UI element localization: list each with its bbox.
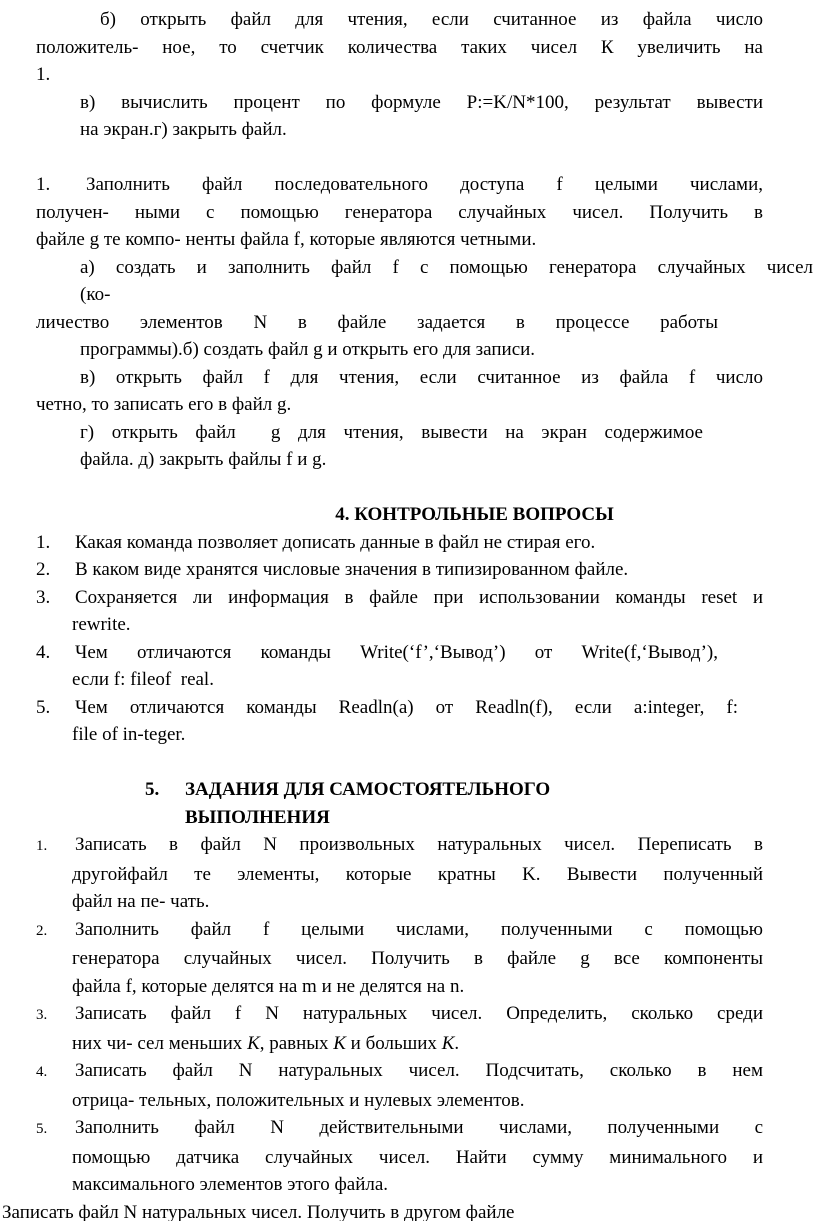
section-heading-tasks [145, 776, 763, 804]
text-segment: получен- ными с помощью генератора случайных чисел. Получить в [36, 201, 763, 223]
text-line [36, 34, 763, 62]
text-line [36, 916, 763, 946]
text-segment: на экран.г) закрыть файл. [80, 119, 287, 140]
text-line [36, 391, 763, 419]
list-number: 2. [36, 559, 51, 580]
text-line [80, 336, 763, 364]
section-heading-control-questions [186, 501, 763, 529]
text-segment: Сохраняется ли информация в файле при использовании команды reset и [75, 586, 763, 608]
text-line [72, 1144, 763, 1172]
text-segment: помощью датчика случайных чисел. Найти сумму минимального и [72, 1146, 763, 1168]
text-line [72, 945, 763, 973]
list-number: 2. [36, 922, 48, 939]
list-number: 5. [36, 696, 51, 718]
text-line [36, 639, 718, 667]
text-segment: генератора случайных чисел. Получить в файле g все компоненты [72, 948, 763, 969]
text-segment: Записать файл f N натуральных чисел. Определить, сколько среди [75, 1003, 763, 1024]
text-segment: если f: fileof real. [72, 669, 214, 690]
text-line [80, 446, 763, 474]
text-line [80, 419, 703, 447]
blank-line [36, 474, 763, 502]
list-number: 4. [36, 641, 51, 663]
text-segment: б) открыть файл для чтения, если считанное из файла число [100, 9, 763, 30]
text-segment: Заполнить файл N действительными числами, полученными с [75, 1117, 763, 1138]
text-line [36, 199, 763, 227]
text-segment: другойфайл те элементы, которые кратны K. Вывести полученный [72, 863, 763, 885]
text-line [36, 1000, 763, 1030]
text-segment: программы).б) создать файл g и открыть его для записи. [80, 339, 536, 360]
text-segment: Записать файл N натуральных чисел. Подсчитать, сколько в нем [75, 1060, 763, 1081]
text-segment: четно, то записать его в файл g. [36, 394, 292, 415]
italic-text: К [333, 1032, 346, 1054]
text-line [80, 89, 763, 117]
text-segment: и больших [345, 1032, 442, 1054]
text-line [80, 364, 763, 392]
text-segment: , равных [259, 1032, 334, 1054]
text-line [80, 281, 763, 309]
text-segment: файл на пе- чать. [72, 891, 210, 912]
text-segment: г) открыть файл g для чтения, вывести на экран содержимое [80, 421, 703, 443]
text-line [72, 973, 763, 1001]
text-line [80, 254, 813, 282]
text-line [36, 694, 738, 722]
text-segment: а) создать и заполнить файл f с помощью генератора случайных чисел [80, 256, 813, 278]
blank-line [36, 749, 763, 777]
text-segment: Записать в файл N произвольных натуральных чисел. Переписать в [75, 834, 763, 855]
text-segment: В каком виде хранятся числовые значения в типизированном файле. [75, 559, 629, 580]
text-segment: Чем отличаются команды Write(‘f’,‘Вывод’) от Write(f,‘Вывод’), [75, 641, 718, 663]
list-number: 4. [36, 1064, 48, 1080]
text-segment: ВЫПОЛНЕНИЯ [185, 806, 330, 828]
text-segment: ЗАДАНИЯ ДЛЯ САМОСТОЯТЕЛЬНОГО [185, 779, 551, 800]
text-segment: файла. д) закрыть файлы f и g. [80, 449, 327, 470]
list-number: 5. [145, 779, 160, 800]
text-line [100, 6, 763, 34]
text-segment: Какая команда позволяет дописать данные в файл не стирая его. [75, 531, 596, 553]
list-number: 1. [36, 838, 48, 854]
text-segment: в) вычислить процент по формуле P:=K/N*100, результат вывести [80, 91, 763, 113]
text-line [36, 529, 763, 557]
section-heading-tasks-line2 [185, 804, 763, 832]
text-line [72, 1030, 763, 1058]
blank-line [36, 144, 763, 172]
text-line [80, 116, 763, 144]
text-segment: Записать файл N натуральных чисел. Получить в другом файле [2, 1201, 515, 1221]
text-line [72, 861, 763, 889]
list-number: 3. [36, 586, 51, 608]
text-line [72, 721, 763, 749]
text-segment: отрица- тельных, положительных и нулевых элементов. [72, 1089, 525, 1111]
text-line [36, 1057, 763, 1087]
text-line [36, 831, 763, 861]
list-number: 1. [36, 531, 51, 553]
text-segment: положитель- ное, то счетчик количества таких чисел К увеличить на [36, 36, 763, 58]
text-segment: максимального элементов этого файла. [72, 1174, 389, 1195]
text-segment: 1. [36, 64, 51, 85]
text-segment: (ко- [80, 284, 111, 305]
text-segment: Заполнить файл последовательного доступа f целыми числами, [86, 174, 763, 195]
text-segment: rewrite. [72, 614, 131, 635]
text-line [72, 1171, 763, 1199]
text-line [36, 584, 763, 612]
list-number: 5. [36, 1121, 48, 1137]
text-segment: Заполнить файл f целыми числами, полученными с помощью [75, 918, 763, 940]
text-line [36, 171, 763, 199]
text-line [36, 226, 763, 254]
text-line [36, 556, 763, 584]
text-line [36, 1114, 763, 1144]
text-segment: личество элементов N в файле задается в процессе работы [36, 311, 718, 333]
text-line [36, 309, 718, 337]
text-line [72, 1087, 763, 1115]
text-segment: в) открыть файл f для чтения, если считанное из файла f число [80, 366, 763, 388]
text-segment: файле g те компо- ненты файла f, которые являются четными. [36, 229, 537, 250]
italic-text: К [441, 1032, 455, 1054]
list-number: 3. [36, 1007, 48, 1023]
text-line [36, 61, 763, 89]
italic-text: К [247, 1032, 260, 1054]
text-line [72, 611, 763, 639]
text-segment: них чи- сел меньших [72, 1032, 248, 1054]
text-segment: файла f, которые делятся на m и не делятся на n. [72, 975, 465, 997]
text-segment: . [454, 1032, 460, 1054]
list-number: 1. [36, 174, 51, 195]
text-segment: file of in-teger. [72, 724, 186, 745]
text-line [2, 1199, 763, 1221]
text-line [72, 666, 763, 694]
text-segment: Чем отличаются команды Readln(a) от Readln(f), если a:integer, f: [75, 696, 738, 718]
text-line [72, 888, 763, 916]
text-segment: 4. КОНТРОЛЬНЫЕ ВОПРОСЫ [335, 504, 614, 525]
